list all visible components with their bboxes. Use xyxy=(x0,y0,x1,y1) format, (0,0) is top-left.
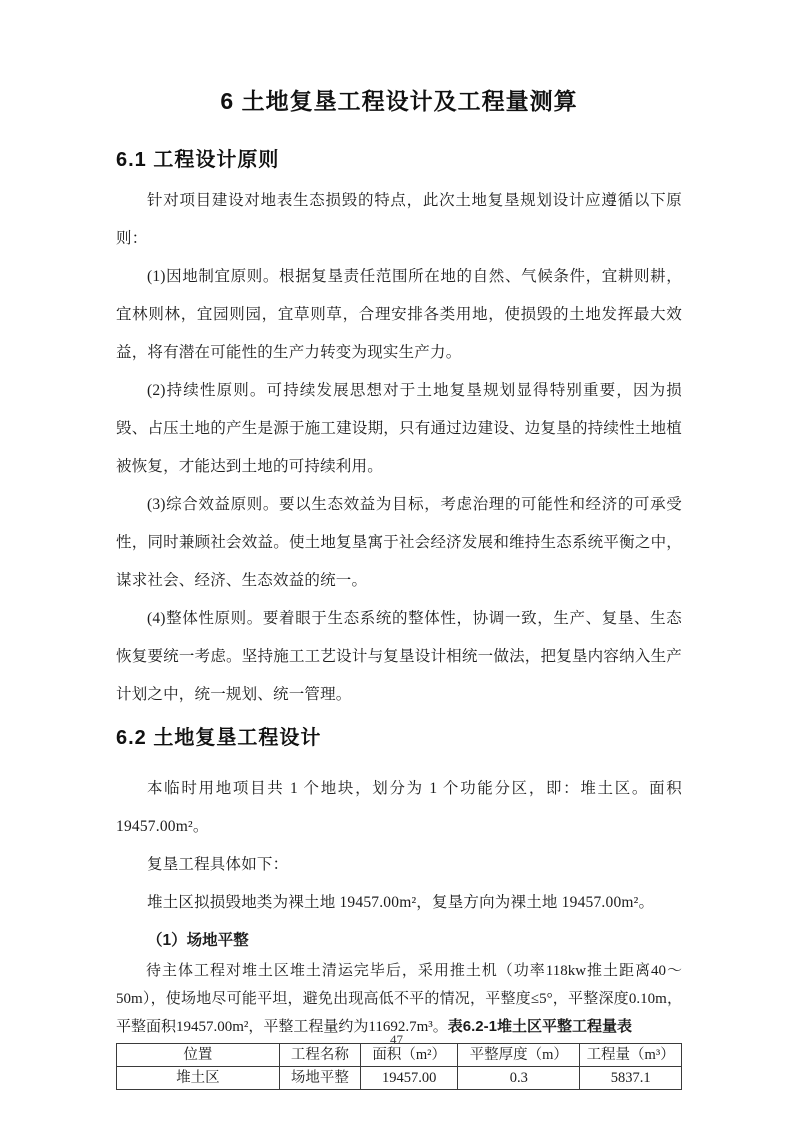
col-header-project-name: 工程名称 xyxy=(279,1044,360,1067)
cell-quantity: 5837.1 xyxy=(580,1067,682,1090)
subheading-site-leveling: （1）场地平整 xyxy=(147,932,249,949)
chapter-title: 6 土地复垦工程设计及工程量测算 xyxy=(220,88,578,114)
cell-area: 19457.00 xyxy=(361,1067,458,1090)
col-header-quantity: 工程量（m³） xyxy=(580,1044,682,1067)
page-number: 47 xyxy=(390,1032,403,1047)
site-leveling-text: 待主体工程对堆土区堆土清运完毕后，采用推土机（功率118kw推土距离40～50m），使场地尽可能平坦，避免出现高低不平的情况，平整度≤5°，平整深度0.10m，平整面积19457.00m²，平整工程量约为11692.7m³。 xyxy=(116,963,682,1035)
section-6-1-heading: 6.1 工程设计原则 xyxy=(116,149,280,171)
paragraph-intro: 针对项目建设对地表生态损毁的特点，此次土地复垦规划设计应遵循以下原则： xyxy=(116,192,682,247)
col-header-location: 位置 xyxy=(117,1044,280,1067)
paragraph-works-intro: 复垦工程具体如下： xyxy=(147,856,289,873)
cell-thickness: 0.3 xyxy=(458,1067,580,1090)
col-header-thickness: 平整厚度（m） xyxy=(458,1044,580,1067)
paragraph-overview: 本临时用地项目共 1 个地块，划分为 1 个功能分区，即：堆土区。面积 19457.00m²。 xyxy=(116,780,682,835)
cell-location: 堆土区 xyxy=(117,1067,280,1090)
section-6-1 xyxy=(116,146,682,714)
paragraph-principle-4: (4)整体性原则。要着眼于生态系统的整体性，协调一致，生产、复垦、生态恢复要统一考虑。坚持施工工艺设计与复垦设计相统一做法，把复垦内容纳入生产计划之中，统一规划、统一管理。 xyxy=(116,610,682,703)
paragraph-principle-2: (2)持续性原则。可持续发展思想对于土地复垦规划显得特别重要，因为损毁、占压土地的产生是源于施工建设期，只有通过边建设、边复垦的持续性土地植被恢复，才能达到土地的可持续利用。 xyxy=(116,382,682,475)
paragraph-site-leveling xyxy=(116,957,682,1041)
section-6-2-heading: 6.2 土地复垦工程设计 xyxy=(116,727,322,749)
col-header-area: 面积（m²） xyxy=(361,1044,458,1067)
paragraph-principle-3: (3)综合效益原则。要以生态效益为目标，考虑治理的可能性和经济的可承受性，同时兼顾社会效益。使土地复垦寓于社会经济发展和维持生态系统平衡之中，谋求社会、经济、生态效益的统一。 xyxy=(116,496,682,589)
page-content xyxy=(116,0,682,1090)
paragraph-principle-1: (1)因地制宜原则。根据复垦责任范围所在地的自然、气候条件，宜耕则耕，宜林则林，宜园则园，宜草则草，合理安排各类用地，使损毁的土地发挥最大效益，将有潜在可能性的生产力转变为现实生产力。 xyxy=(116,268,682,361)
leveling-quantity-table xyxy=(116,1043,682,1090)
table-row xyxy=(117,1067,682,1090)
cell-project-name: 场地平整 xyxy=(279,1067,360,1090)
table-caption: 表6.2-1堆土区平整工程量表 xyxy=(447,1018,632,1035)
paragraph-landtype: 堆土区拟损毁地类为裸土地 19457.00m²，复垦方向为裸土地 19457.00m²。 xyxy=(147,894,655,911)
